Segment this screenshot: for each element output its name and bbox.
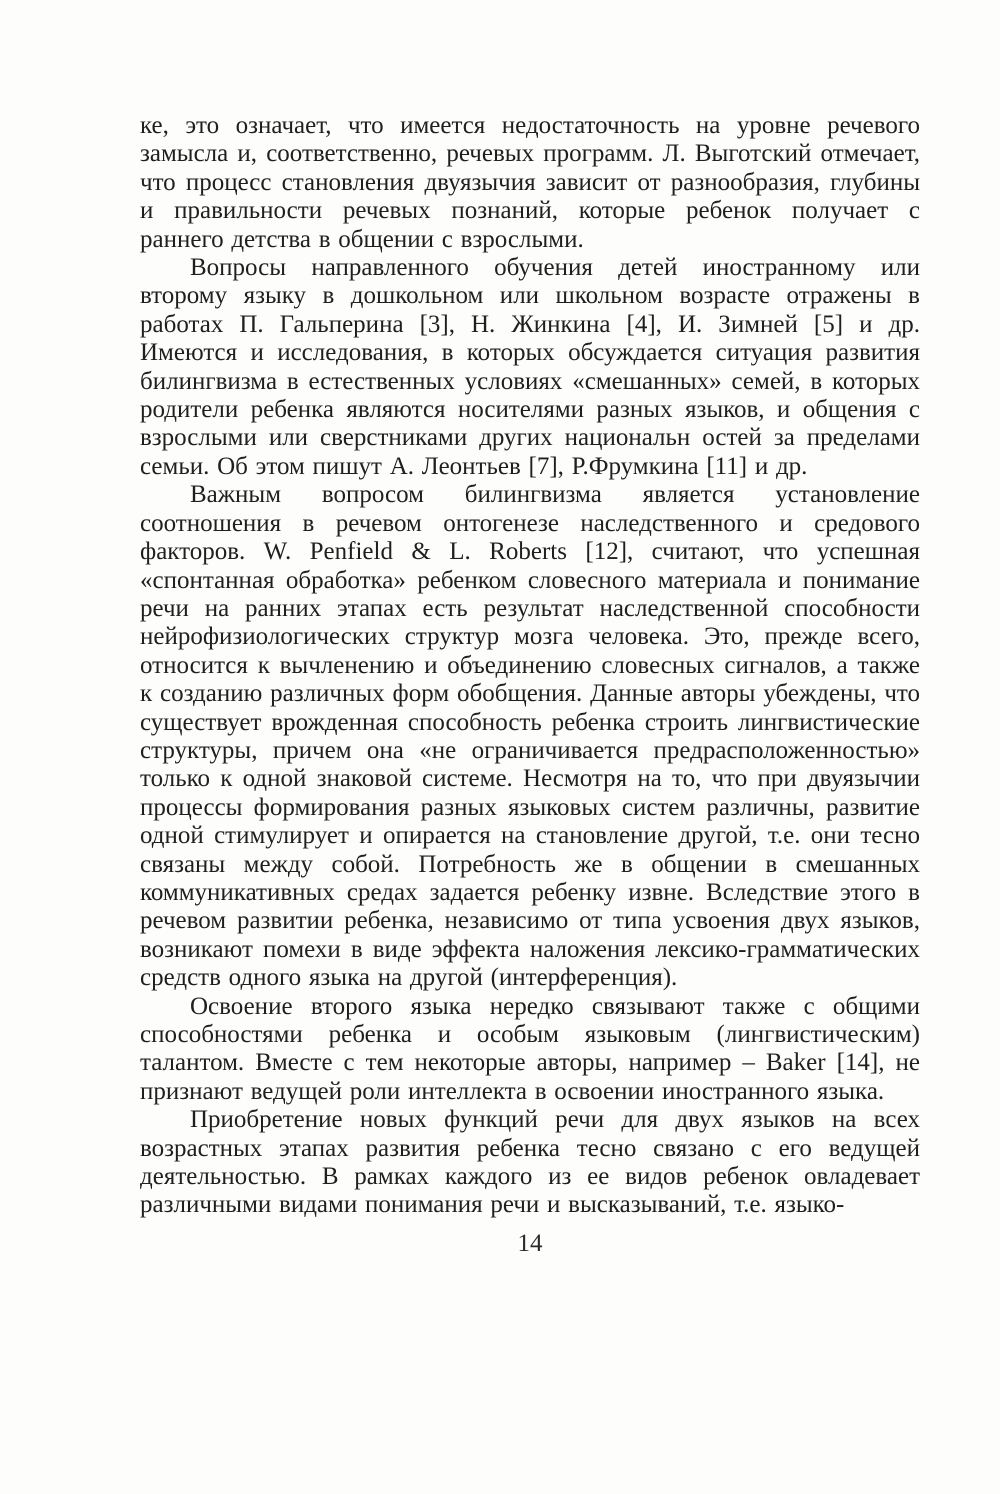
page-text-block xyxy=(140,112,920,1258)
paragraph-second-language-abilities: Освоение второго языка нередко связывают также с общими способностями ребенка и особым языковым (лингвистическим) талантом. Вместе с тем некоторые авторы, например – Baker [14], не признают ведущей роли интеллекта в освоении иностранного языка. xyxy=(140,992,920,1105)
page-number: 14 xyxy=(517,1229,543,1257)
paragraph-continuation: ке, это означает, что имеется недостаточность на уровне речевого замысла и, соответственно, речевых программ. Л. Выготский отмечает, что процесс становления двуязычия зависит от разнообразия, глубины и правильности речевых познаний, которые ребенок получает с раннего детства в общении с взрослыми. xyxy=(140,112,920,253)
paragraph-directed-learning: Вопросы направленного обучения детей иностранному или второму языку в дошкольном или школьном возрасте отражены в работах П. Гальперина [3], Н. Жинкина [4], И. Зимней [5] и др. Имеются и исследования, в которых обсуждается ситуация развития билингвизма в естественных условиях «смешанных» семей, в которых родители ребенка являются носителями разных языков, и общения с взрослыми или сверстниками других национальн остей за пределами семьи. Об этом пишут А. Леонтьев [7], Р.Фрумкина [11] и др. xyxy=(140,254,920,480)
paragraph-speech-functions: Приобретение новых функций речи для двух языков на всех возрастных этапах развития ребенка тесно связано с его ведущей деятельностью. В рамках каждого из ее видов ребенок овладевает различными видами понимания речи и высказываний, т.е. языко- xyxy=(140,1106,920,1219)
paragraph-bilingualism-factors: Важным вопросом билингвизма является установление соотношения в речевом онтогенезе наследственного и средового факторов. W. Penfield & L. Roberts [12], считают, что успешная «спонтанная обработка» ребенком словесного материала и понимание речи на ранних этапах есть результат наследственной способности нейрофизиологических структур мозга человека. Это, прежде всего, относится к вычленению и объединению словесных сигналов, а также к созданию различных форм обобщения. Данные авторы убеждены, что существует врожденная способность ребенка строить лингвистические структуры, причем она «не ограничивается предрасположенностью» только к одной знаковой системе. Несмотря на то, что при двуязычии процессы формирования разных языковых систем различны, развитие одной стимулирует и опирается на становление другой, т.е. они тесно связаны между собой. Потребность же в общении в смешанных коммуникативных средах задается ребенку извне. Вследствие этого в речевом развитии ребенка, независимо от типа усвоения двух языков, возникают помехи в виде эффекта наложения лексико-грамматических средств одного языка на другой (интерференция). xyxy=(140,481,920,992)
